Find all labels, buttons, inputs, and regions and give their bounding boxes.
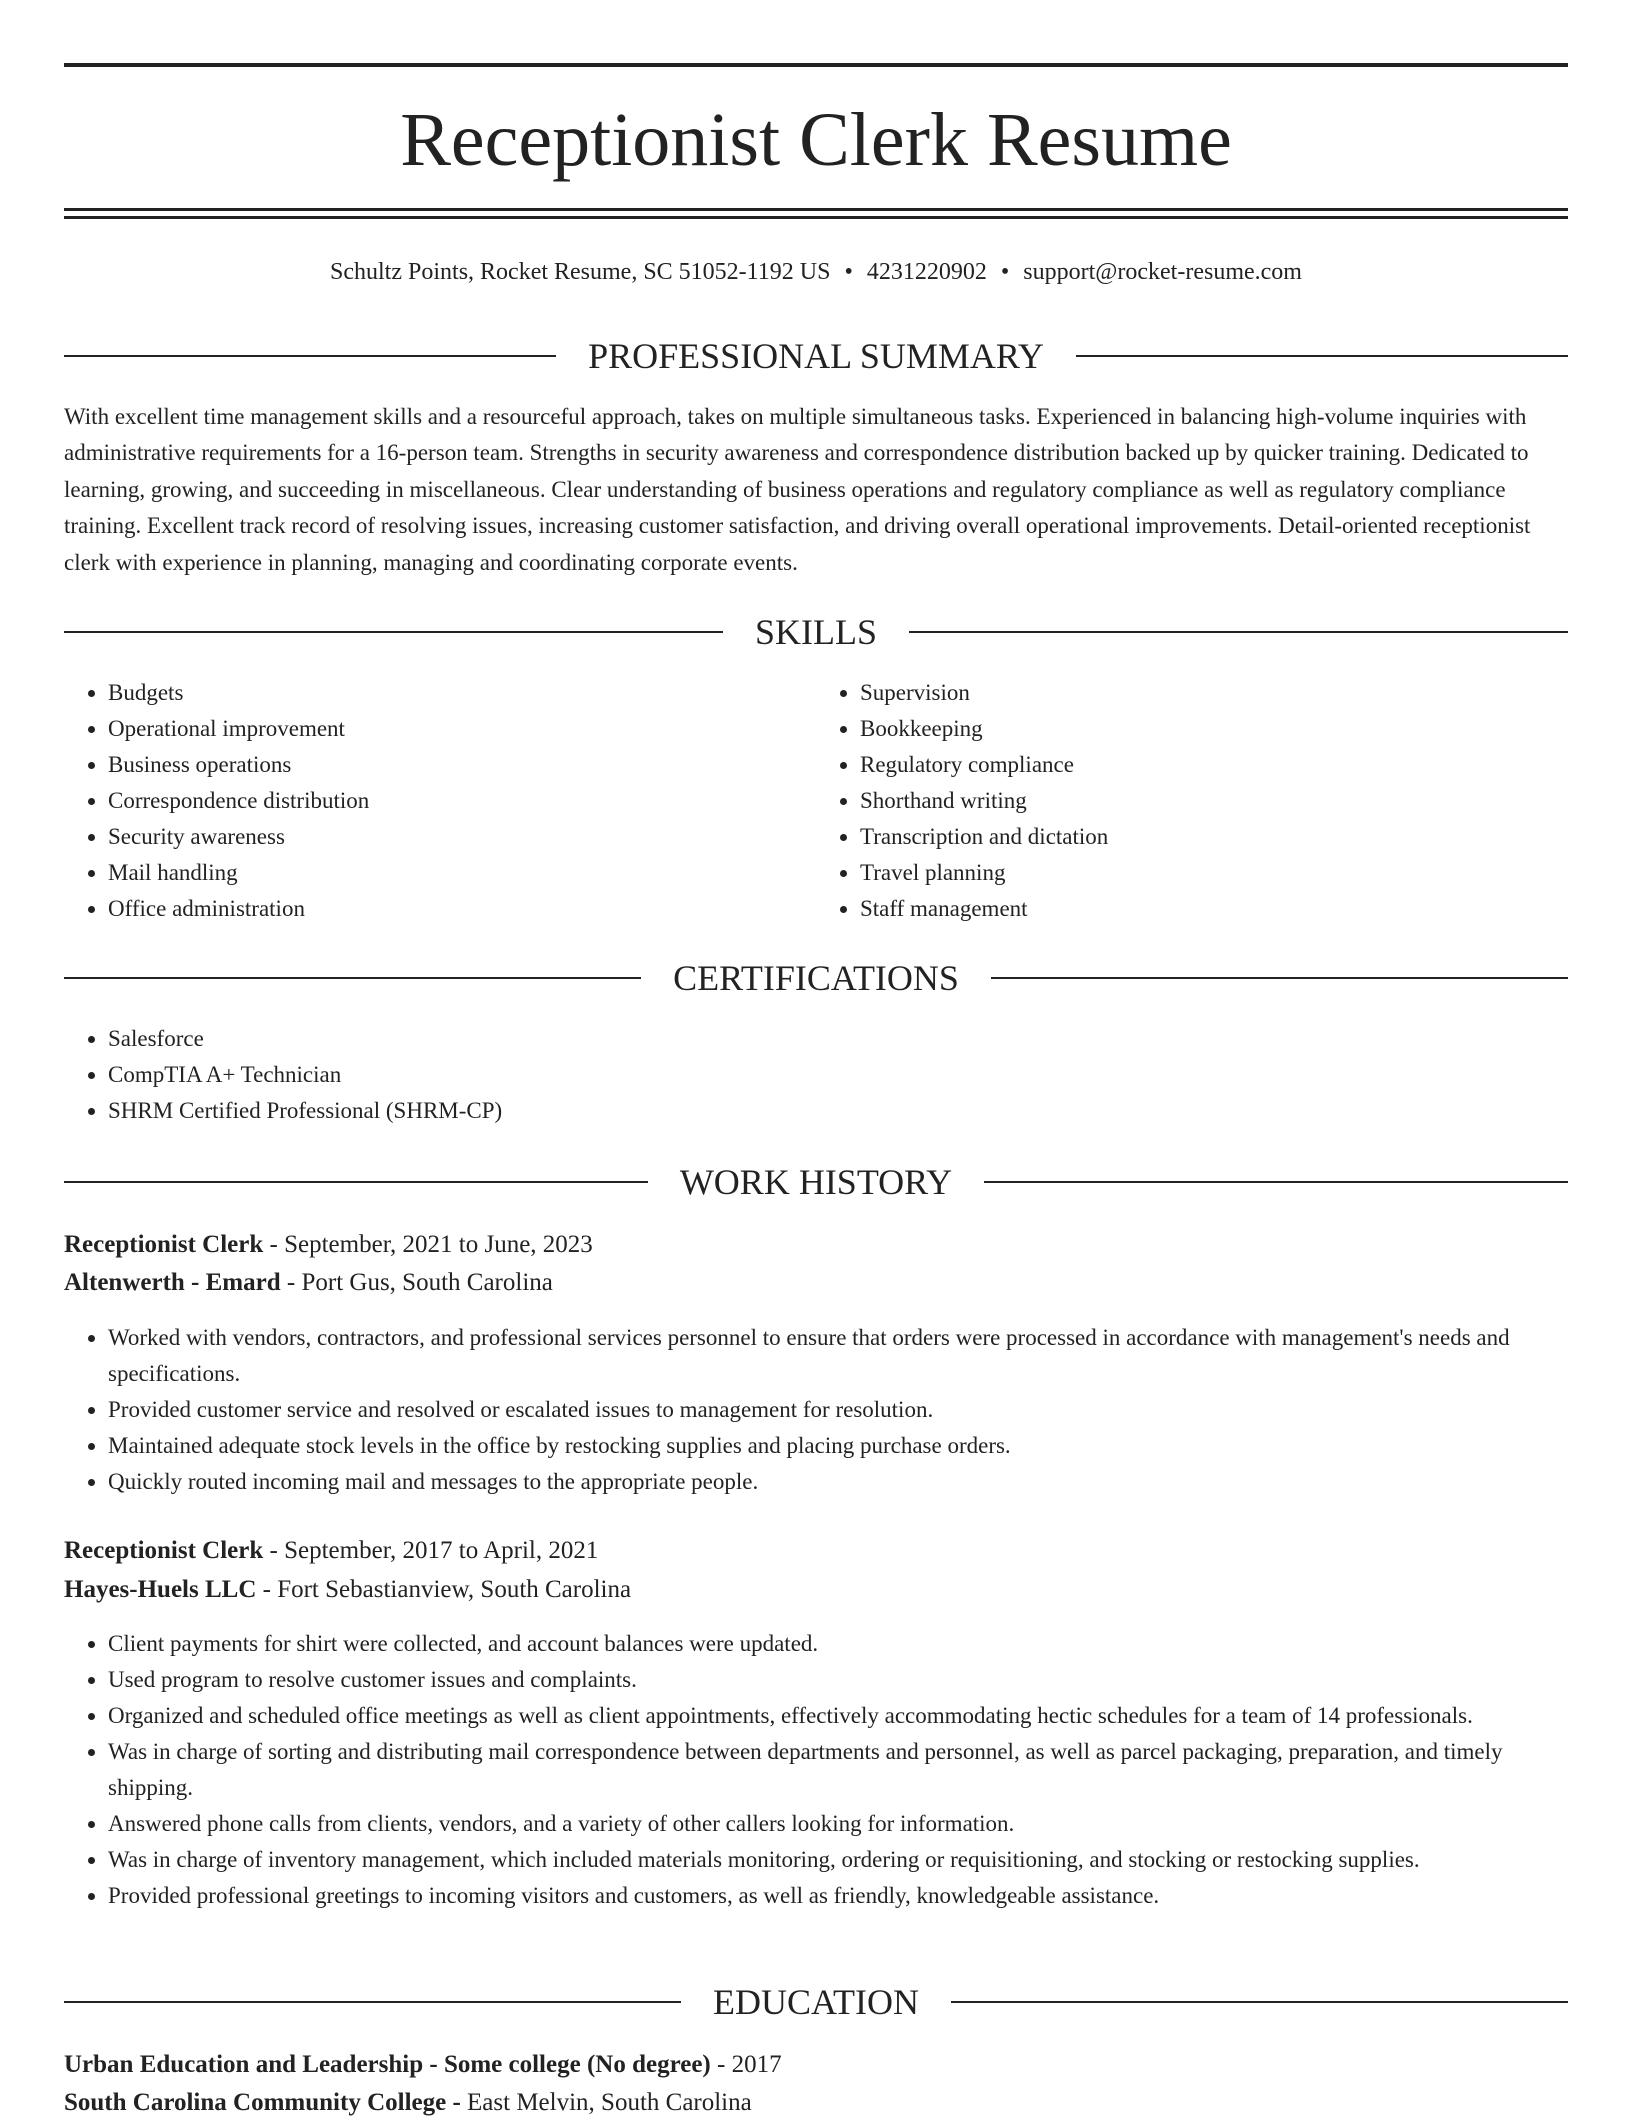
job-bullet: • Used program to resolve customer issues and complaints.	[108, 1662, 1568, 1698]
education-heading	[64, 1980, 1568, 2024]
education-school-line	[64, 2084, 1568, 2122]
skill-item: • Regulatory compliance	[860, 747, 1568, 783]
job-location: - Fort Sebastianview, South Carolina	[256, 1576, 632, 1603]
job-company: Hayes-Huels LLC	[64, 1576, 257, 1603]
contact-separator: •	[1000, 259, 1010, 285]
skills-columns	[64, 675, 1568, 927]
job-location: - Port Gus, South Carolina	[280, 1269, 553, 1296]
skills-list-left	[64, 675, 816, 927]
skill-item: • Travel planning	[860, 855, 1568, 891]
certification-item: • SHRM Certified Professional (SHRM-CP)	[108, 1093, 1568, 1129]
job-bullet: • Worked with vendors, contractors, and professional services personnel to ensure that orders were processed in accordance with management's needs and specifications.	[108, 1320, 1568, 1392]
certification-item: • CompTIA A+ Technician	[108, 1057, 1568, 1093]
job-bullet: • Was in charge of sorting and distributing mail correspondence between departments and personnel, as well as parcel packaging, preparation, and timely shipping.	[108, 1734, 1568, 1806]
heading-rule	[951, 2001, 1568, 2003]
title-rule-lower	[64, 216, 1568, 219]
job-title-line	[64, 1226, 1568, 1264]
certification-item: • Salesforce	[108, 1021, 1568, 1057]
heading-rule	[1076, 355, 1568, 357]
heading-rule	[64, 631, 723, 633]
certifications-list	[64, 1021, 1568, 1129]
skill-item: • Mail handling	[108, 855, 816, 891]
education-degree: Urban Education and Leadership - Some college (No degree)	[64, 2051, 711, 2078]
summary-text: With excellent time management skills and a resourceful approach, takes on multiple simultaneous tasks. Experienced in balancing high-volume inquiries with administrative requirements for a 16-person team. Strengths in security awareness and correspondence distribution backed up by quicker training. Dedicated to learning, growing, and succeeding in miscellaneous. Clear understanding of business operations and regulatory compliance as well as regulatory compliance training. Excellent track record of resolving issues, increasing customer satisfaction, and driving overall operational improvements. Detail-oriented receptionist clerk with experience in planning, managing and coordinating corporate events.	[64, 404, 1531, 575]
skills-list-right	[816, 675, 1568, 927]
heading-rule	[984, 1181, 1568, 1183]
job-bullet: • Client payments for shirt were collected, and account balances were updated.	[108, 1626, 1568, 1662]
job-company-line	[64, 1264, 1568, 1302]
heading-rule	[991, 977, 1568, 979]
job-company: Altenwerth - Emard	[64, 1269, 281, 1296]
heading-rule	[64, 2001, 681, 2003]
certifications-block	[64, 1021, 1568, 1129]
contact-phone: 4231220902	[866, 259, 987, 285]
education-degree-line	[64, 2046, 1568, 2084]
heading-rule	[64, 977, 641, 979]
job-company-line	[64, 1571, 1568, 1609]
skill-item: • Correspondence distribution	[108, 783, 816, 819]
skill-item: • Business operations	[108, 747, 816, 783]
education-school: South Carolina Community College -	[64, 2089, 461, 2116]
job-bullet: • Maintained adequate stock levels in the office by restocking supplies and placing purchase orders.	[108, 1428, 1568, 1464]
job-bullet: • Was in charge of inventory management, which included materials monitoring, ordering or requisitioning, and stocking or restocking supplies.	[108, 1842, 1568, 1878]
contact-email: support@rocket-resume.com	[1023, 259, 1302, 285]
skill-item: • Transcription and dictation	[860, 819, 1568, 855]
title-rule-upper	[64, 208, 1568, 211]
job-bullets-block	[64, 1626, 1568, 1914]
job-bullet: • Quickly routed incoming mail and messages to the appropriate people.	[108, 1464, 1568, 1500]
heading-rule	[64, 1181, 648, 1183]
education-heading-label: EDUCATION	[713, 1982, 919, 2022]
job-bullets	[64, 1320, 1568, 1500]
skill-item: • Shorthand writing	[860, 783, 1568, 819]
certifications-heading-label: CERTIFICATIONS	[673, 958, 959, 998]
summary-heading-label: PROFESSIONAL SUMMARY	[588, 336, 1044, 376]
job-title: Receptionist Clerk	[64, 1231, 264, 1258]
skills-heading-label: SKILLS	[755, 612, 878, 652]
skill-item: • Supervision	[860, 675, 1568, 711]
summary-heading	[64, 334, 1568, 378]
job-bullet: • Answered phone calls from clients, vendors, and a variety of other callers looking for information.	[108, 1806, 1568, 1842]
heading-rule	[64, 355, 556, 357]
job-dates: - September, 2021 to June, 2023	[263, 1231, 593, 1258]
job-bullet: • Provided professional greetings to incoming visitors and customers, as well as friendly, knowledgeable assistance.	[108, 1878, 1568, 1914]
education-location: East Melvin, South Carolina	[460, 2089, 752, 2116]
job-dates: - September, 2017 to April, 2021	[263, 1537, 599, 1564]
skill-item: • Operational improvement	[108, 711, 816, 747]
skill-item: • Security awareness	[108, 819, 816, 855]
job-bullet: • Organized and scheduled office meetings as well as client appointments, effectively accommodating hectic schedules for a team of 14 professionals.	[108, 1698, 1568, 1734]
job-bullets	[64, 1626, 1568, 1914]
resume-title: Receptionist Clerk Resume	[400, 98, 1232, 182]
contact-address: Schultz Points, Rocket Resume, SC 51052-1192 US	[330, 259, 831, 285]
work-heading	[64, 1160, 1568, 1204]
heading-rule	[909, 631, 1568, 633]
skill-item: • Budgets	[108, 675, 816, 711]
education-year: - 2017	[710, 2051, 782, 2078]
work-heading-label: WORK HISTORY	[679, 1162, 953, 1202]
job-bullet: • Provided customer service and resolved or escalated issues to management for resolution.	[108, 1392, 1568, 1428]
contact-separator: •	[844, 259, 853, 285]
certifications-heading	[64, 956, 1568, 1000]
contact-line	[64, 254, 1568, 290]
skill-item: • Office administration	[108, 891, 816, 927]
top-rule	[64, 63, 1568, 67]
skill-item: • Staff management	[860, 891, 1568, 927]
skill-item: • Bookkeeping	[860, 711, 1568, 747]
job-title-line	[64, 1532, 1568, 1570]
job-title: Receptionist Clerk	[64, 1537, 264, 1564]
job-bullets-block	[64, 1320, 1568, 1500]
skills-heading	[64, 610, 1568, 654]
